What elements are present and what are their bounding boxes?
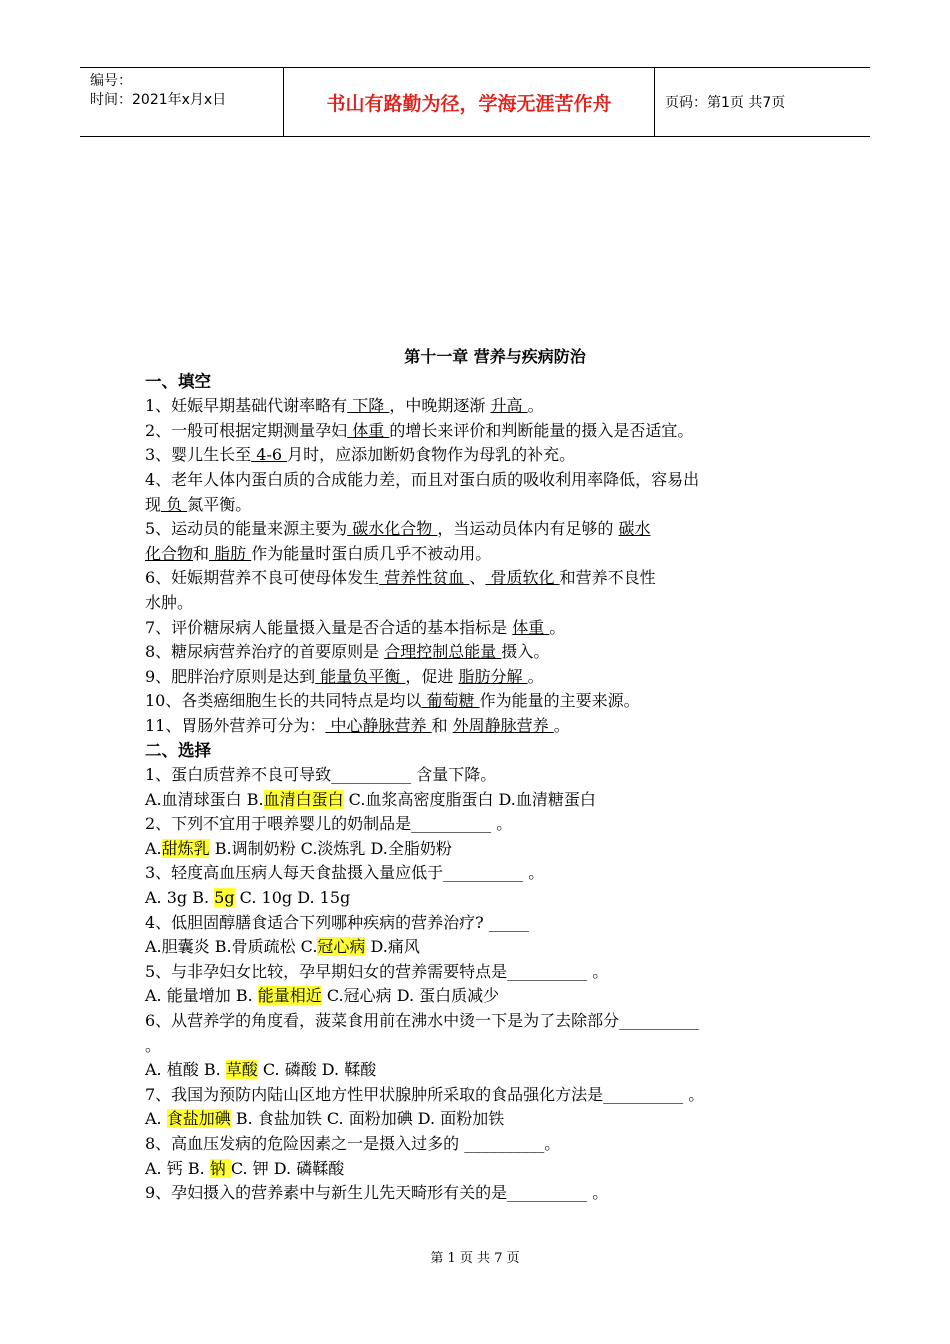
choice-question-9: 9、孕妇摄入的营养素中与新生儿先天畸形有关的是__________ 。 bbox=[145, 1183, 609, 1203]
choice-options-7: A. 食盐加碘 B. 食盐加铁 C. 面粉加碘 D. 面粉加铁 bbox=[145, 1109, 505, 1129]
fill-question-8: 8、糖尿病营养治疗的首要原则是 合理控制总能量 摄入。 bbox=[145, 642, 550, 662]
fill-question-5: 5、运动员的能量来源主要为 碳水化合物 ，当运动员体内有足够的 碳水 bbox=[145, 519, 651, 539]
highlighted-answer: 血清白蛋白 bbox=[263, 789, 344, 809]
fill-question-1: 1、妊娠早期基础代谢率略有 下降 ，中晚期逐渐 升高 。 bbox=[145, 396, 544, 416]
chapter-title: 第十一章 营养与疾病防治 bbox=[404, 347, 586, 366]
choice-question-7: 7、我国为预防内陆山区地方性甲状腺肿所采取的食品强化方法是__________ 。 bbox=[145, 1084, 705, 1104]
fill-question-5-cont: 化合物和 脂肪 作为能量时蛋白质几乎不被动用。 bbox=[145, 543, 492, 563]
choice-options-2: A.甜炼乳 B.调制奶粉 C.淡炼乳 D.全脂奶粉 bbox=[145, 838, 452, 858]
choice-options-1: A.血清球蛋白 B.血清白蛋白 C.血浆高密度脂蛋白 D.血清糖蛋白 bbox=[145, 789, 596, 809]
choice-options-8: A. 钙 B. 钠 C. 钾 D. 磷鞣酸 bbox=[145, 1158, 345, 1178]
highlighted-answer: 食盐加碘 bbox=[166, 1109, 231, 1129]
header-page-info: 页码：第1页 共7页 bbox=[665, 95, 786, 111]
document-header bbox=[80, 67, 870, 137]
choice-question-3: 3、轻度高血压病人每天食盐摄入量应低于__________ 。 bbox=[145, 863, 545, 883]
section-title-choice: 二、选择 bbox=[145, 740, 211, 760]
choice-question-6-cont: 。 bbox=[145, 1035, 162, 1055]
choice-question-8: 8、高血压发病的危险因素之一是摄入过多的 __________。 bbox=[145, 1134, 561, 1153]
choice-question-1: 1、蛋白质营养不良可导致__________ 含量下降。 bbox=[145, 765, 497, 785]
fill-question-2: 2、一般可根据定期测量孕妇 体重 的增长来评价和判断能量的摄入是否适宜。 bbox=[145, 420, 694, 440]
fill-question-3: 3、婴儿生长至 4-6 月时，应添加断奶食物作为母乳的补充。 bbox=[145, 445, 576, 465]
highlighted-answer: 能量相近 bbox=[257, 986, 322, 1006]
fill-question-6-cont: 水肿。 bbox=[145, 592, 194, 612]
choice-question-4: 4、低胆固醇膳食适合下列哪种疾病的营养治疗? _____ bbox=[145, 912, 529, 932]
page-footer: 第 1 页 共 7 页 bbox=[430, 1251, 520, 1266]
header-motto: 书山有路勤为径，学海无涯苦作舟 bbox=[283, 68, 655, 136]
number-label: 编号： bbox=[90, 73, 132, 89]
choice-question-6: 6、从营养学的角度看，菠菜食用前在沸水中烫一下是为了去除部分__________ bbox=[145, 1011, 700, 1031]
fill-question-6: 6、妊娠期营养不良可使母体发生 营养性贫血 、 骨质软化 和营养不良性 bbox=[145, 568, 656, 588]
fill-question-11: 11、胃肠外营养可分为： 中心静脉营养 和 外周静脉营养 。 bbox=[145, 715, 570, 735]
highlighted-answer: 5g bbox=[214, 888, 235, 908]
header-meta bbox=[80, 68, 283, 136]
fill-question-4: 4、老年人体内蛋白质的合成能力差，而且对蛋白质的吸收利用率降低，容易出 bbox=[145, 469, 700, 489]
fill-question-7: 7、评价糖尿病人能量摄入量是否合适的基本指标是 体重 。 bbox=[145, 617, 566, 637]
document-body bbox=[145, 345, 805, 1206]
choice-options-6: A. 植酸 B. 草酸 C. 磷酸 D. 鞣酸 bbox=[145, 1060, 377, 1080]
choice-options-4: A.胆囊炎 B.骨质疏松 C.冠心病 D.痛风 bbox=[145, 937, 420, 957]
choice-options-3: A. 3g B. 5g C. 10g D. 15g bbox=[145, 888, 351, 908]
choice-options-5: A. 能量增加 B. 能量相近 C.冠心病 D. 蛋白质减少 bbox=[145, 986, 500, 1006]
fill-question-10: 10、各类癌细胞生长的共同特点是均以 葡萄糖 作为能量的主要来源。 bbox=[145, 691, 640, 711]
time-label: 时间：2021年x月x日 bbox=[90, 92, 227, 108]
fill-question-9: 9、肥胖治疗原则是达到 能量负平衡 ，促进 脂肪分解 。 bbox=[145, 666, 544, 686]
choice-question-5: 5、与非孕妇女比较，孕早期妇女的营养需要特点是__________ 。 bbox=[145, 961, 609, 981]
choice-question-2: 2、下列不宜用于喂养婴儿的奶制品是__________ 。 bbox=[145, 814, 513, 834]
highlighted-answer: 钠 bbox=[209, 1158, 231, 1178]
fill-question-4-cont: 现 负 氮平衡。 bbox=[145, 494, 252, 514]
highlighted-answer: 冠心病 bbox=[317, 937, 366, 957]
section-title-fill: 一、填空 bbox=[145, 371, 211, 391]
highlighted-answer: 甜炼乳 bbox=[161, 838, 210, 858]
highlighted-answer: 草酸 bbox=[225, 1060, 258, 1080]
